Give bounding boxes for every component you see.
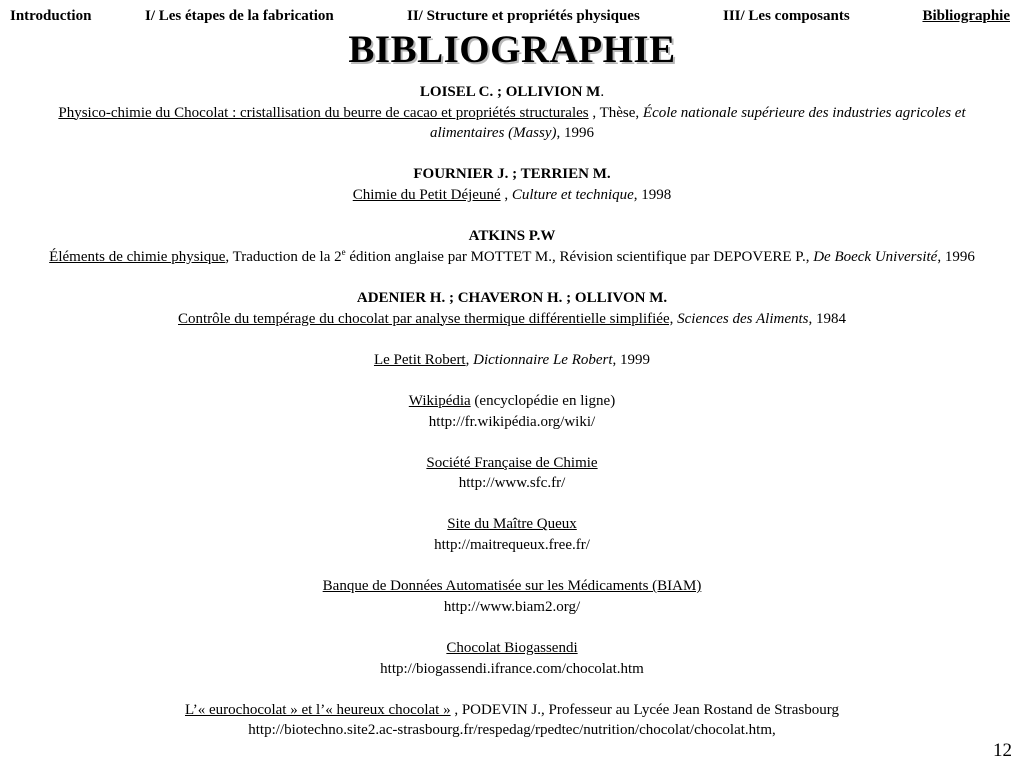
reference-detail: , [465, 351, 474, 368]
reference-year: , 1984 [808, 310, 846, 327]
reference-biam [20, 576, 1004, 617]
reference-url[interactable]: http://www.biam2.org/ [443, 598, 581, 615]
reference-url[interactable]: http://biotechno.site2.ac-strasbourg.fr/respedag/rpedtec/nutrition/chocolat/chocolat.htm, [248, 722, 776, 739]
reference-year: , 1998 [633, 186, 672, 203]
reference-detail: (encyclopédie en ligne) [470, 392, 616, 409]
reference-detail: , Thèse, [588, 104, 643, 121]
reference-detail: , Traduction de la 2 [225, 248, 342, 265]
reference-url[interactable]: http://fr.wikipédia.org/wiki/ [428, 413, 596, 430]
reference-publisher: Culture et technique [511, 186, 634, 203]
reference-publisher: Dictionnaire Le Robert [473, 351, 613, 368]
reference-sfc [20, 453, 1004, 494]
nav-link-bibliographie[interactable]: Bibliographie [922, 8, 1010, 24]
reference-publisher: École nationale supérieure des industries agricoles et alimentaires (Massy) [429, 104, 966, 142]
reference-petit-robert [20, 350, 1004, 371]
nav-link-composants[interactable]: III/ Les composants [723, 8, 850, 24]
reference-title-link[interactable]: Le Petit Robert [373, 351, 466, 368]
reference-title-link[interactable]: Banque de Données Automatisée sur les Médicaments (BIAM) [322, 578, 702, 595]
reference-publisher: Sciences des Aliments [677, 310, 809, 327]
reference-detail: , PODEVIN J., Professeur au Lycée Jean Rostand de Strasbourg [450, 701, 839, 718]
reference-url[interactable]: http://biogassendi.ifrance.com/chocolat.htm [380, 660, 644, 677]
reference-title-link[interactable]: Société Française de Chimie [426, 454, 598, 471]
reference-fournier [20, 164, 1004, 205]
reference-author: ATKINS P.W [468, 228, 556, 245]
reference-year: , 1999 [612, 351, 651, 368]
reference-url[interactable]: http://www.sfc.fr/ [458, 475, 566, 492]
reference-title-link[interactable]: Éléments de chimie physique [49, 248, 226, 265]
reference-biogassendi [20, 638, 1004, 679]
reference-year: , 1996 [937, 248, 975, 265]
reference-eurochocolat [20, 700, 1004, 741]
reference-title-link[interactable]: Chimie du Petit Déjeuné [352, 186, 501, 203]
nav-link-etapes-fabrication[interactable]: I/ Les étapes de la fabrication [145, 8, 334, 24]
reference-title-link[interactable]: Wikipédia [408, 392, 471, 409]
nav-link-structure-proprietes[interactable]: II/ Structure et propriétés physiques [407, 8, 640, 24]
reference-loisel [20, 82, 1004, 144]
reference-punctuation: . [600, 84, 605, 100]
reference-publisher: De Boeck Université [813, 248, 938, 265]
reference-detail: édition anglaise par MOTTET M., Révision scientifique par DEPOVERE P., [345, 248, 814, 265]
reference-list [20, 82, 1004, 741]
reference-maitre-queux [20, 514, 1004, 555]
reference-year: , 1996 [556, 125, 594, 142]
reference-author: FOURNIER J. ; TERRIEN M. [413, 166, 611, 183]
reference-author: ADENIER H. ; CHAVERON H. ; OLLIVON M. [356, 289, 668, 306]
reference-url[interactable]: http://maitrequeux.free.fr/ [434, 537, 590, 554]
reference-title-link[interactable]: Physico-chimie du Chocolat : cristallisation du beurre de cacao et propriétés structurales [58, 104, 589, 121]
reference-detail: , [500, 186, 512, 203]
nav-link-introduction[interactable]: Introduction [10, 8, 92, 24]
page-number: 12 [993, 740, 1012, 761]
reference-title-link[interactable]: L’« eurochocolat » et l’« heureux chocolat » [184, 701, 451, 718]
reference-adenier [20, 288, 1004, 329]
page-title: BIBLIOGRAPHIE [348, 28, 676, 71]
reference-wikipedia [20, 391, 1004, 432]
reference-title-link[interactable]: Site du Maître Queux [447, 516, 577, 533]
top-navigation [0, 8, 1024, 28]
reference-author: LOISEL C. ; OLLIVION M [419, 84, 601, 100]
reference-superscript: e [341, 246, 346, 257]
reference-title-link[interactable]: Contrôle du tempérage du chocolat par analyse thermique différentielle simplifiée, [178, 310, 674, 327]
reference-atkins [20, 226, 1004, 267]
reference-title-link[interactable]: Chocolat Biogassendi [446, 640, 578, 657]
